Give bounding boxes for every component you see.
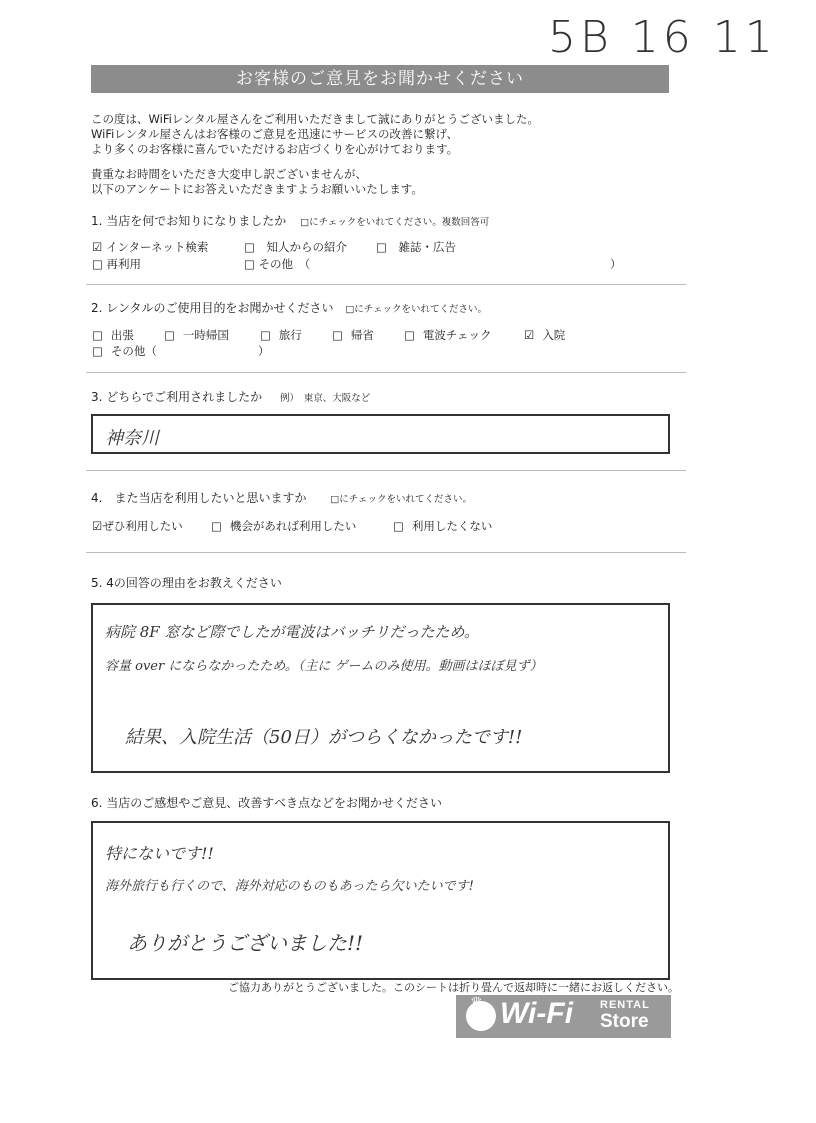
checkbox-checked[interactable]: ☑: [524, 328, 535, 342]
divider: [86, 470, 686, 471]
checkbox[interactable]: □: [260, 328, 271, 342]
divider: [86, 552, 686, 553]
question-note: □にチェックをいれてください。複数回答可: [300, 217, 490, 228]
option-label: 一時帰国: [182, 328, 229, 342]
checkbox[interactable]: □: [164, 328, 175, 342]
option-label: 雑誌・広告: [398, 240, 457, 254]
question-6-label: 6. 当店のご感想やご意見、改善すべき点などをお聞かせください: [91, 796, 443, 810]
q5-answer-box[interactable]: [91, 603, 670, 773]
option-label: 機会があれば利用したい: [229, 519, 357, 533]
checkbox-checked[interactable]: ☑: [92, 240, 103, 254]
question-text: 2. レンタルのご使用目的をお聞かせください: [91, 301, 334, 315]
handwritten-answer-line: 容量 over にならなかったため。（主に ゲームのみ使用。動画はほぼ見ず）: [105, 659, 543, 674]
q1-option-other[interactable]: [244, 256, 310, 272]
option-label: 帰省: [350, 328, 374, 342]
option-label: 入院: [542, 328, 566, 342]
q1-option-reuse[interactable]: [92, 256, 141, 272]
checkbox[interactable]: □: [92, 257, 103, 271]
wifi-rental-store-logo: [456, 995, 671, 1038]
paren-close: ）: [610, 257, 622, 271]
option-label: 利用したくない: [411, 519, 493, 533]
paren-close: ）: [258, 344, 270, 358]
q6-answer-box[interactable]: [91, 821, 670, 980]
footer-note: ご協力ありがとうございました。このシートは折り畳んで返却時に一緒にお返しください。: [228, 981, 679, 994]
checkbox[interactable]: □: [332, 328, 343, 342]
q4-option-if-chance[interactable]: [211, 518, 356, 534]
crown-icon: ♛: [470, 995, 483, 1011]
checkbox[interactable]: □: [393, 519, 404, 533]
option-label: 出張: [110, 328, 134, 342]
checkbox[interactable]: □: [244, 257, 255, 271]
option-label: 知人からの紹介: [266, 240, 348, 254]
question-4-label: [91, 489, 472, 506]
handwritten-answer-line: 特にないです!!: [105, 844, 214, 863]
question-3-label: [91, 388, 370, 405]
q1-option-internet[interactable]: [92, 239, 208, 255]
q4-option-definitely[interactable]: [92, 518, 183, 534]
question-1-label: [91, 212, 489, 229]
option-label: 旅行: [278, 328, 302, 342]
checkbox[interactable]: □: [376, 240, 387, 254]
option-label: その他（: [110, 344, 157, 358]
q3-answer-box[interactable]: [91, 414, 670, 454]
intro-line: 貴重なお時間をいただき大変申し訳ございませんが、: [91, 167, 367, 181]
question-text: 1. 当店を何でお知りになりましたか: [91, 214, 287, 228]
option-label: 再利用: [106, 257, 142, 271]
q2-option-signal-check[interactable]: [404, 327, 492, 343]
intro-text: [91, 112, 539, 207]
question-note: □にチェックをいれてください。: [345, 304, 488, 315]
checkbox[interactable]: □: [92, 344, 103, 358]
question-note: □にチェックをいれてください。: [330, 494, 472, 505]
option-label: ぜひ利用したい: [102, 519, 183, 533]
divider: [86, 284, 686, 285]
checkbox[interactable]: □: [404, 328, 415, 342]
divider: [86, 372, 686, 373]
question-5-label: 5. 4の回答の理由をお教えください: [91, 576, 282, 590]
form-title: お客様のご意見をお聞かせください: [91, 65, 669, 93]
handwritten-answer-line: 海外旅行も行くので、海外対応のものもあったら欠いたいです!: [105, 879, 474, 894]
q1-option-magazine[interactable]: [376, 239, 456, 255]
intro-line: より多くのお客様に喜んでいただけるお店づくりを心がけております。: [91, 142, 459, 156]
q1-option-friend[interactable]: [244, 239, 347, 255]
logo-wifi-text: Wi-Fi: [500, 997, 574, 1030]
q2-option-homecoming[interactable]: [332, 327, 374, 343]
logo-store-text: Store: [600, 1011, 649, 1032]
intro-line: 以下のアンケートにお答えいただきますようお願いいたします。: [91, 182, 423, 196]
q2-option-travel[interactable]: [260, 327, 302, 343]
handwritten-answer-line: 結果、入院生活（50日）がつらくなかったです!!: [125, 727, 523, 748]
option-label: インターネット検索: [105, 240, 209, 254]
checkbox[interactable]: □: [211, 519, 222, 533]
checkbox[interactable]: □: [92, 328, 103, 342]
checkbox-checked[interactable]: ☑: [92, 519, 103, 533]
logo-rental-text: RENTAL: [600, 999, 650, 1011]
question-text: 3. どちらでご利用されましたか: [91, 390, 263, 404]
q4-option-no[interactable]: [393, 518, 492, 534]
question-example: 例） 東京、大阪など: [279, 393, 371, 404]
q2-option-hospital[interactable]: [524, 327, 565, 343]
question-2-label: [91, 299, 487, 316]
handwritten-answer: 神奈川: [105, 428, 159, 449]
q2-option-business[interactable]: [92, 327, 134, 343]
intro-line: この度は、WiFiレンタル屋さんをご利用いただきまして誠にありがとうございました。: [91, 112, 540, 126]
option-label: その他 （: [258, 257, 311, 271]
q2-option-temp-return[interactable]: [164, 327, 229, 343]
intro-line: WiFiレンタル屋さんはお客様のご意見を迅速にサービスの改善に繋げ、: [91, 127, 459, 141]
handwritten-answer-line: ありがとうございました!!: [127, 931, 364, 955]
document-id: 5B 16 11: [548, 12, 777, 63]
option-label: 電波チェック: [422, 328, 492, 342]
q2-option-other[interactable]: [92, 343, 157, 359]
checkbox[interactable]: □: [244, 240, 255, 254]
handwritten-answer-line: 病院 8F 窓など際でしたが電波はバッチリだったため。: [105, 623, 479, 641]
question-text: 4. また当店を利用したいと思いますか: [91, 491, 307, 505]
